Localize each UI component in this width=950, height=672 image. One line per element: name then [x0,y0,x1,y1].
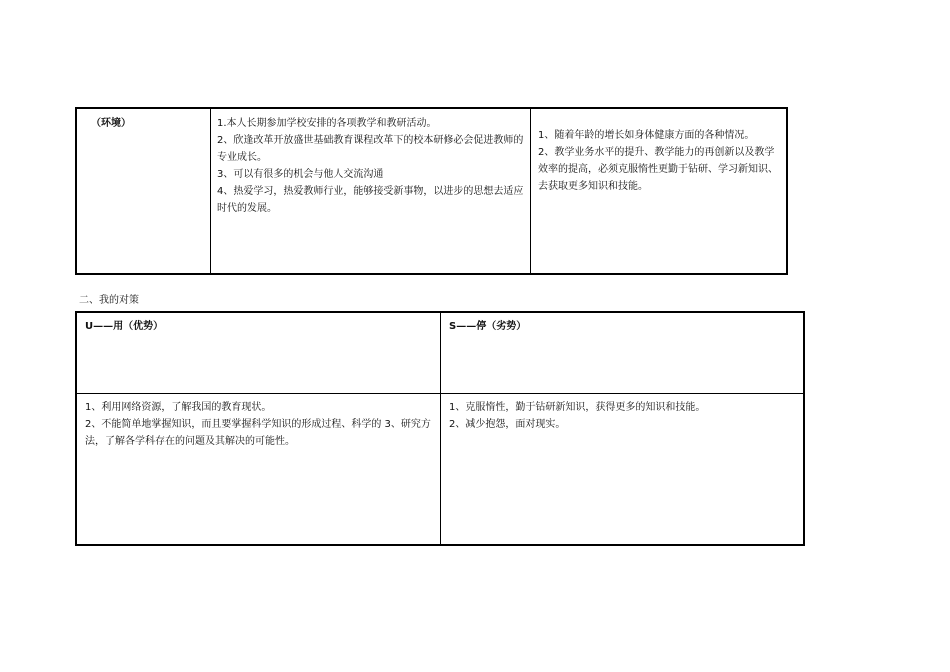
list-item: 1、克服惰性，勤于钻研新知识，获得更多的知识和技能。 [449,402,706,413]
list-item: 1.本人长期参加学校安排的各项教学和教研活动。 [217,118,437,129]
column-divider [210,109,211,273]
stop-list [449,399,799,433]
list-item: 1、利用网络资源，了解我国的教育现状。 [85,402,272,413]
row-divider [77,393,803,394]
environment-table [75,107,788,275]
strengths-list [217,115,525,217]
list-item: 3、可以有很多的机会与他人交流沟通 [217,169,384,180]
stop-header: S——停（劣势） [449,321,527,332]
list-item: 2、教学业务水平的提升、教学能力的再创新以及教学效率的提高，必须克服惰性更勤于钻研、学习新知识、去获取更多知识和技能。 [538,147,778,192]
list-item: 1、随着年龄的增长如身体健康方面的各种情况。 [538,130,755,141]
use-header: U——用（优势） [85,321,164,332]
list-item: 2、欣逢改革开放盛世基础教育课程改革下的校本研修必会促进教师的专业成长。 [217,135,524,163]
weaknesses-list [538,127,783,195]
section-title: 二、我的对策 [79,295,139,306]
use-list [85,399,437,450]
column-divider [440,313,441,544]
list-item: 2、不能简单地掌握知识，而且要掌握科学知识的形成过程、科学的 3、研究方法，了解各学科存在的问题及其解决的可能性。 [85,419,431,447]
strategy-table [75,311,805,546]
list-item: 2、减少抱怨，面对现实。 [449,419,566,430]
environment-label: （环境） [91,118,131,129]
column-divider [530,109,531,273]
list-item: 4、热爱学习，热爱教师行业，能够接受新事物，以进步的思想去适应时代的发展。 [217,186,524,214]
